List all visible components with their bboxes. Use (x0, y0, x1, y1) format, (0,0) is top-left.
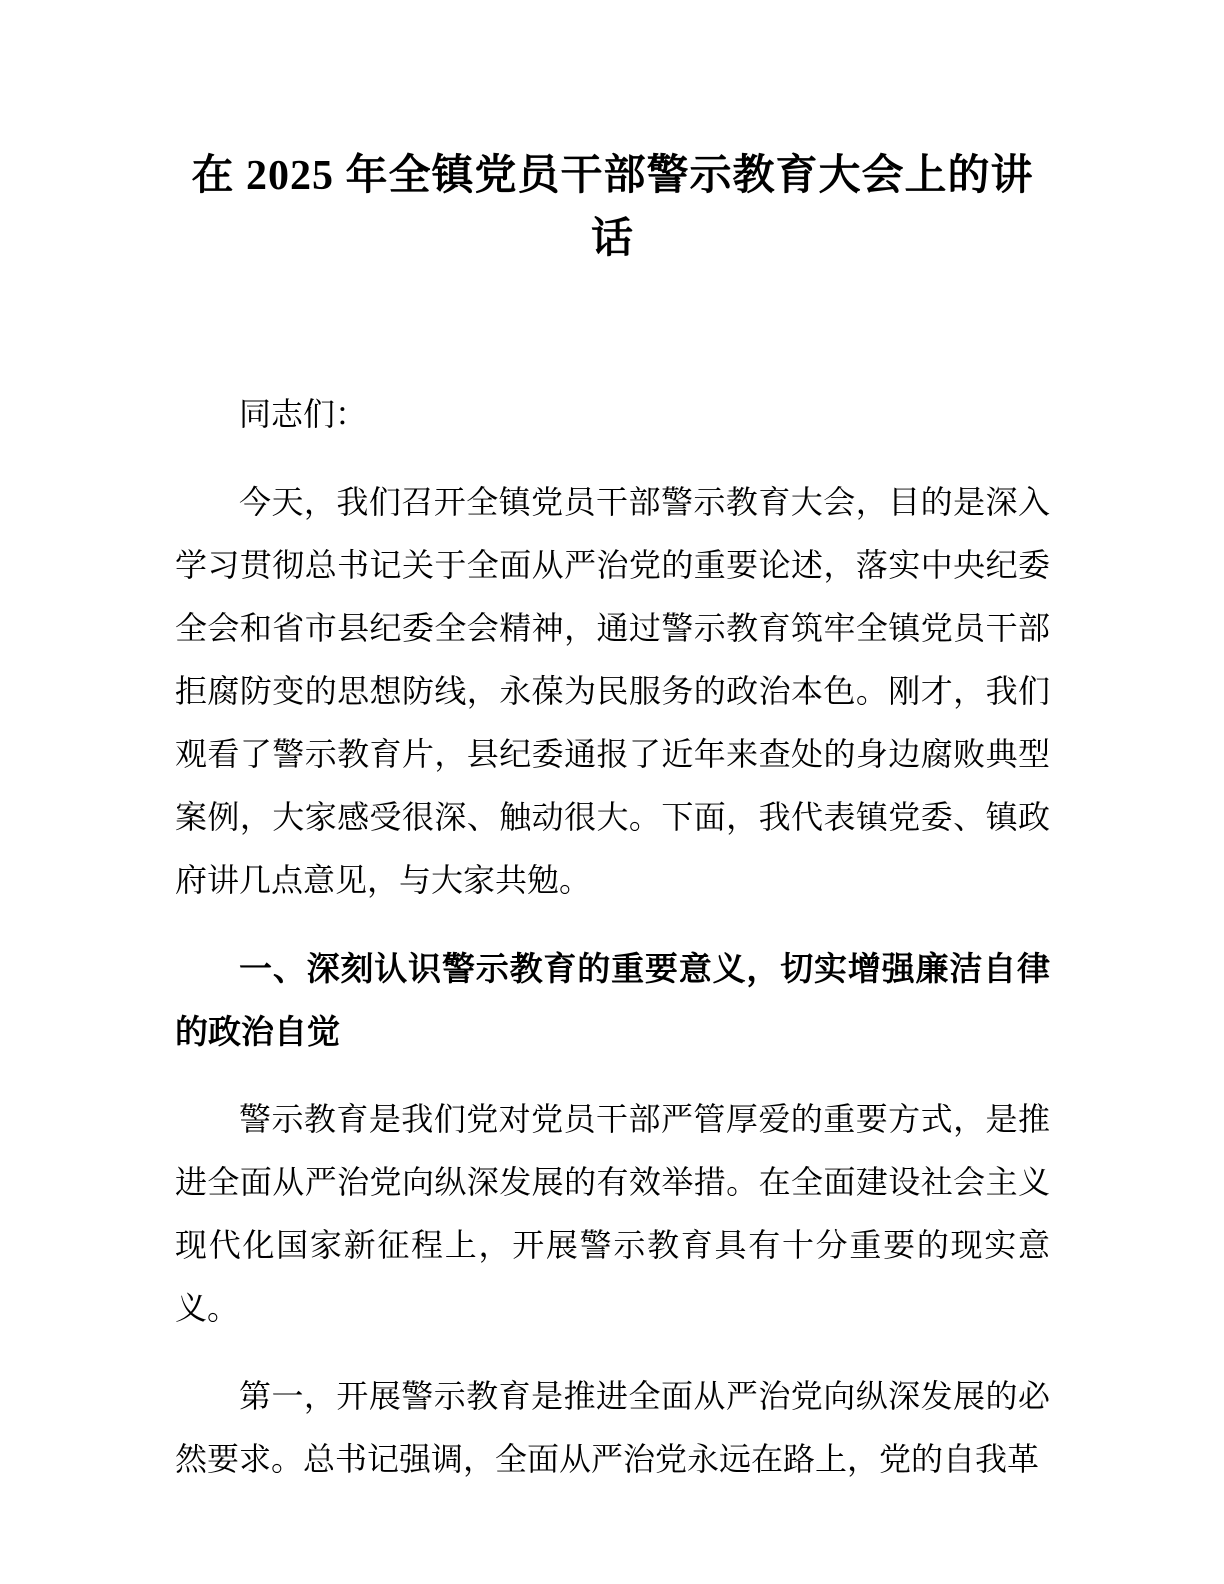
document-title (175, 145, 1050, 271)
document-title-line-2: 话 (590, 216, 634, 262)
document-title-line-1: 在 2025 年全镇党员干部警示教育大会上的讲 (191, 153, 1034, 199)
first-point-paragraph: 第一，开展警示教育是推进全面从严治党向纵深发展的必然要求。总书记强调，全面从严治党永远在路上，党的自我革 (175, 1378, 1050, 1477)
significance-paragraph: 警示教育是我们党对党员干部严管厚爱的重要方式，是推进全面从严治党向纵深发展的有效举措。在全面建设社会主义现代化国家新征程上，开展警示教育具有十分重要的现实意义。 (175, 1101, 1050, 1326)
opening-paragraph: 今天，我们召开全镇党员干部警示教育大会，目的是深入学习贯彻总书记关于全面从严治党的重要论述，落实中央纪委全会和省市县纪委全会精神，通过警示教育筑牢全镇党员干部拒腐防变的思想防线，永葆为民服务的政治本色。刚才，我们观看了警示教育片，县纪委通报了近年来查处的身边腐败典型案例，大家感受很深、触动很大。下面，我代表镇党委、镇政府讲几点意见，与大家共勉。 (175, 484, 1050, 898)
section-heading-1: 一、深刻认识警示教育的重要意义，切实增强廉洁自律的政治自觉 (175, 950, 1050, 1050)
salutation-paragraph: 同志们： (239, 396, 368, 432)
